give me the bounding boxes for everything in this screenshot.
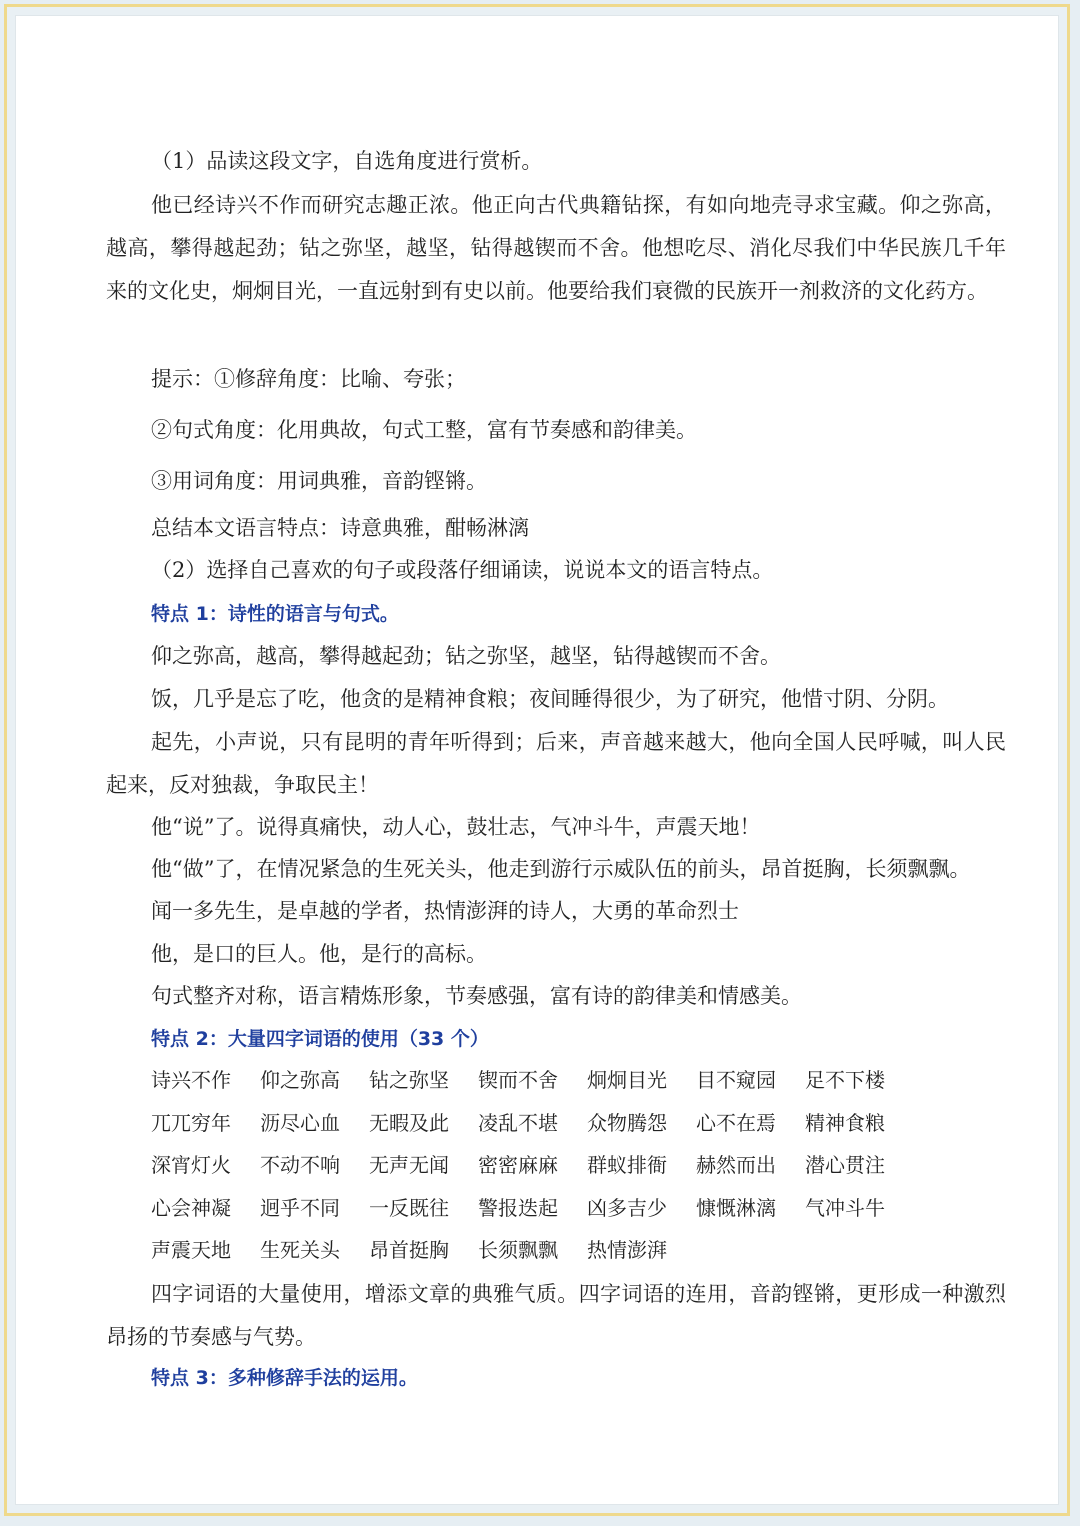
page-border	[4, 4, 1070, 1516]
feature1-line: 他“做”了，在情况紧急的生死关头，他走到游行示威队伍的前头，昂首挺胸，长须飘飘。	[151, 857, 971, 881]
four-char-word: 钻之弥坚	[369, 1068, 449, 1092]
four-char-word: 沥尽心血	[260, 1111, 340, 1135]
four-char-word: 不动不响	[260, 1153, 340, 1177]
feature2-heading: 特点 2：大量四字词语的使用（33 个）	[151, 1028, 489, 1050]
q1-title: （1）品读这段文字，自选角度进行赏析。	[151, 149, 543, 173]
four-char-word: 无声无闻	[369, 1153, 449, 1177]
four-char-word: 慷慨淋漓	[696, 1196, 776, 1220]
four-char-word: 锲而不舍	[478, 1068, 558, 1092]
four-char-word: 气冲斗牛	[805, 1196, 885, 1220]
four-char-word: 凶多吉少	[587, 1196, 667, 1220]
four-char-word: 兀兀穷年	[151, 1111, 231, 1135]
four-char-word: 诗兴不作	[151, 1068, 231, 1092]
four-char-word: 炯炯目光	[587, 1068, 667, 1092]
word-row	[151, 1066, 1011, 1094]
word-row	[151, 1236, 1011, 1264]
four-char-word: 心会神凝	[151, 1196, 231, 1220]
hint-diction: ③用词角度：用词典雅，音韵铿锵。	[151, 469, 487, 493]
feature1-line: 饭，几乎是忘了吃，他贪的是精神食粮；夜间睡得很少，为了研究，他惜寸阴、分阴。	[151, 687, 949, 711]
four-char-word: 生死关头	[260, 1238, 340, 1262]
four-char-word: 心不在焉	[696, 1111, 776, 1135]
four-char-word: 凌乱不堪	[478, 1111, 558, 1135]
feature1-line: 闻一多先生，是卓越的学者，热情澎湃的诗人，大勇的革命烈士	[151, 899, 739, 923]
feature1-paragraph: 起先，小声说，只有昆明的青年听得到；后来，声音越来越大，他向全国人民呼喊，叫人民起来，反对独裁，争取民主！	[106, 730, 1006, 797]
four-char-word: 赫然而出	[696, 1153, 776, 1177]
word-row	[151, 1194, 1011, 1222]
q1-passage: 他已经诗兴不作而研究志趣正浓。他正向古代典籍钻探，有如向地壳寻求宝藏。仰之弥高，越高，攀得越起劲；钻之弥坚，越坚，钻得越锲而不舍。他想吃尽、消化尽我们中华民族几千年来的文化史，炯炯目光，一直远射到有史以前。他要给我们衰微的民族开一剂救济的文化药方。	[106, 193, 1006, 303]
four-char-word: 潜心贯注	[805, 1153, 885, 1177]
four-char-word: 警报迭起	[478, 1196, 558, 1220]
four-char-word: 密密麻麻	[478, 1153, 558, 1177]
four-char-word: 声震天地	[151, 1238, 231, 1262]
feature1-summary: 句式整齐对称，语言精炼形象，节奏感强，富有诗的韵律美和情感美。	[151, 984, 802, 1008]
word-row	[151, 1151, 1011, 1179]
feature1-line: 他，是口的巨人。他，是行的高标。	[151, 942, 487, 966]
four-char-word: 精神食粮	[805, 1111, 885, 1135]
hint-rhetoric: 提示：①修辞角度：比喻、夸张；	[151, 367, 466, 391]
word-row	[151, 1109, 1011, 1137]
four-char-word: 昂首挺胸	[369, 1238, 449, 1262]
four-char-word: 足不下楼	[805, 1068, 885, 1092]
four-char-word: 一反既往	[369, 1196, 449, 1220]
feature1-heading: 特点 1：诗性的语言与句式。	[151, 603, 399, 625]
feature3-heading: 特点 3：多种修辞手法的运用。	[151, 1367, 418, 1389]
four-char-word: 长须飘飘	[478, 1238, 558, 1262]
four-char-word: 迥乎不同	[260, 1196, 340, 1220]
four-char-word: 目不窥园	[696, 1068, 776, 1092]
four-char-word: 无暇及此	[369, 1111, 449, 1135]
four-char-word: 深宵灯火	[151, 1153, 231, 1177]
q1-summary: 总结本文语言特点：诗意典雅，酣畅淋漓	[151, 516, 529, 540]
q2-title: （2）选择自己喜欢的句子或段落仔细诵读，说说本文的语言特点。	[151, 558, 774, 582]
feature1-line: 他“说”了。说得真痛快，动人心，鼓壮志，气冲斗牛，声震天地！	[151, 815, 761, 839]
feature2-summary: 四字词语的大量使用，增添文章的典雅气质。四字词语的连用，音韵铿锵，更形成一种激烈昂扬的节奏感与气势。	[106, 1282, 1006, 1349]
hint-syntax: ②句式角度：化用典故，句式工整，富有节奏感和韵律美。	[151, 418, 697, 442]
four-char-word: 热情澎湃	[587, 1238, 667, 1262]
four-char-word: 仰之弥高	[260, 1068, 340, 1092]
four-char-word: 群蚁排衙	[587, 1153, 667, 1177]
document-page	[15, 15, 1059, 1505]
four-char-word: 众物腾怨	[587, 1111, 667, 1135]
feature1-line: 仰之弥高，越高，攀得越起劲；钻之弥坚，越坚，钻得越锲而不舍。	[151, 644, 781, 668]
